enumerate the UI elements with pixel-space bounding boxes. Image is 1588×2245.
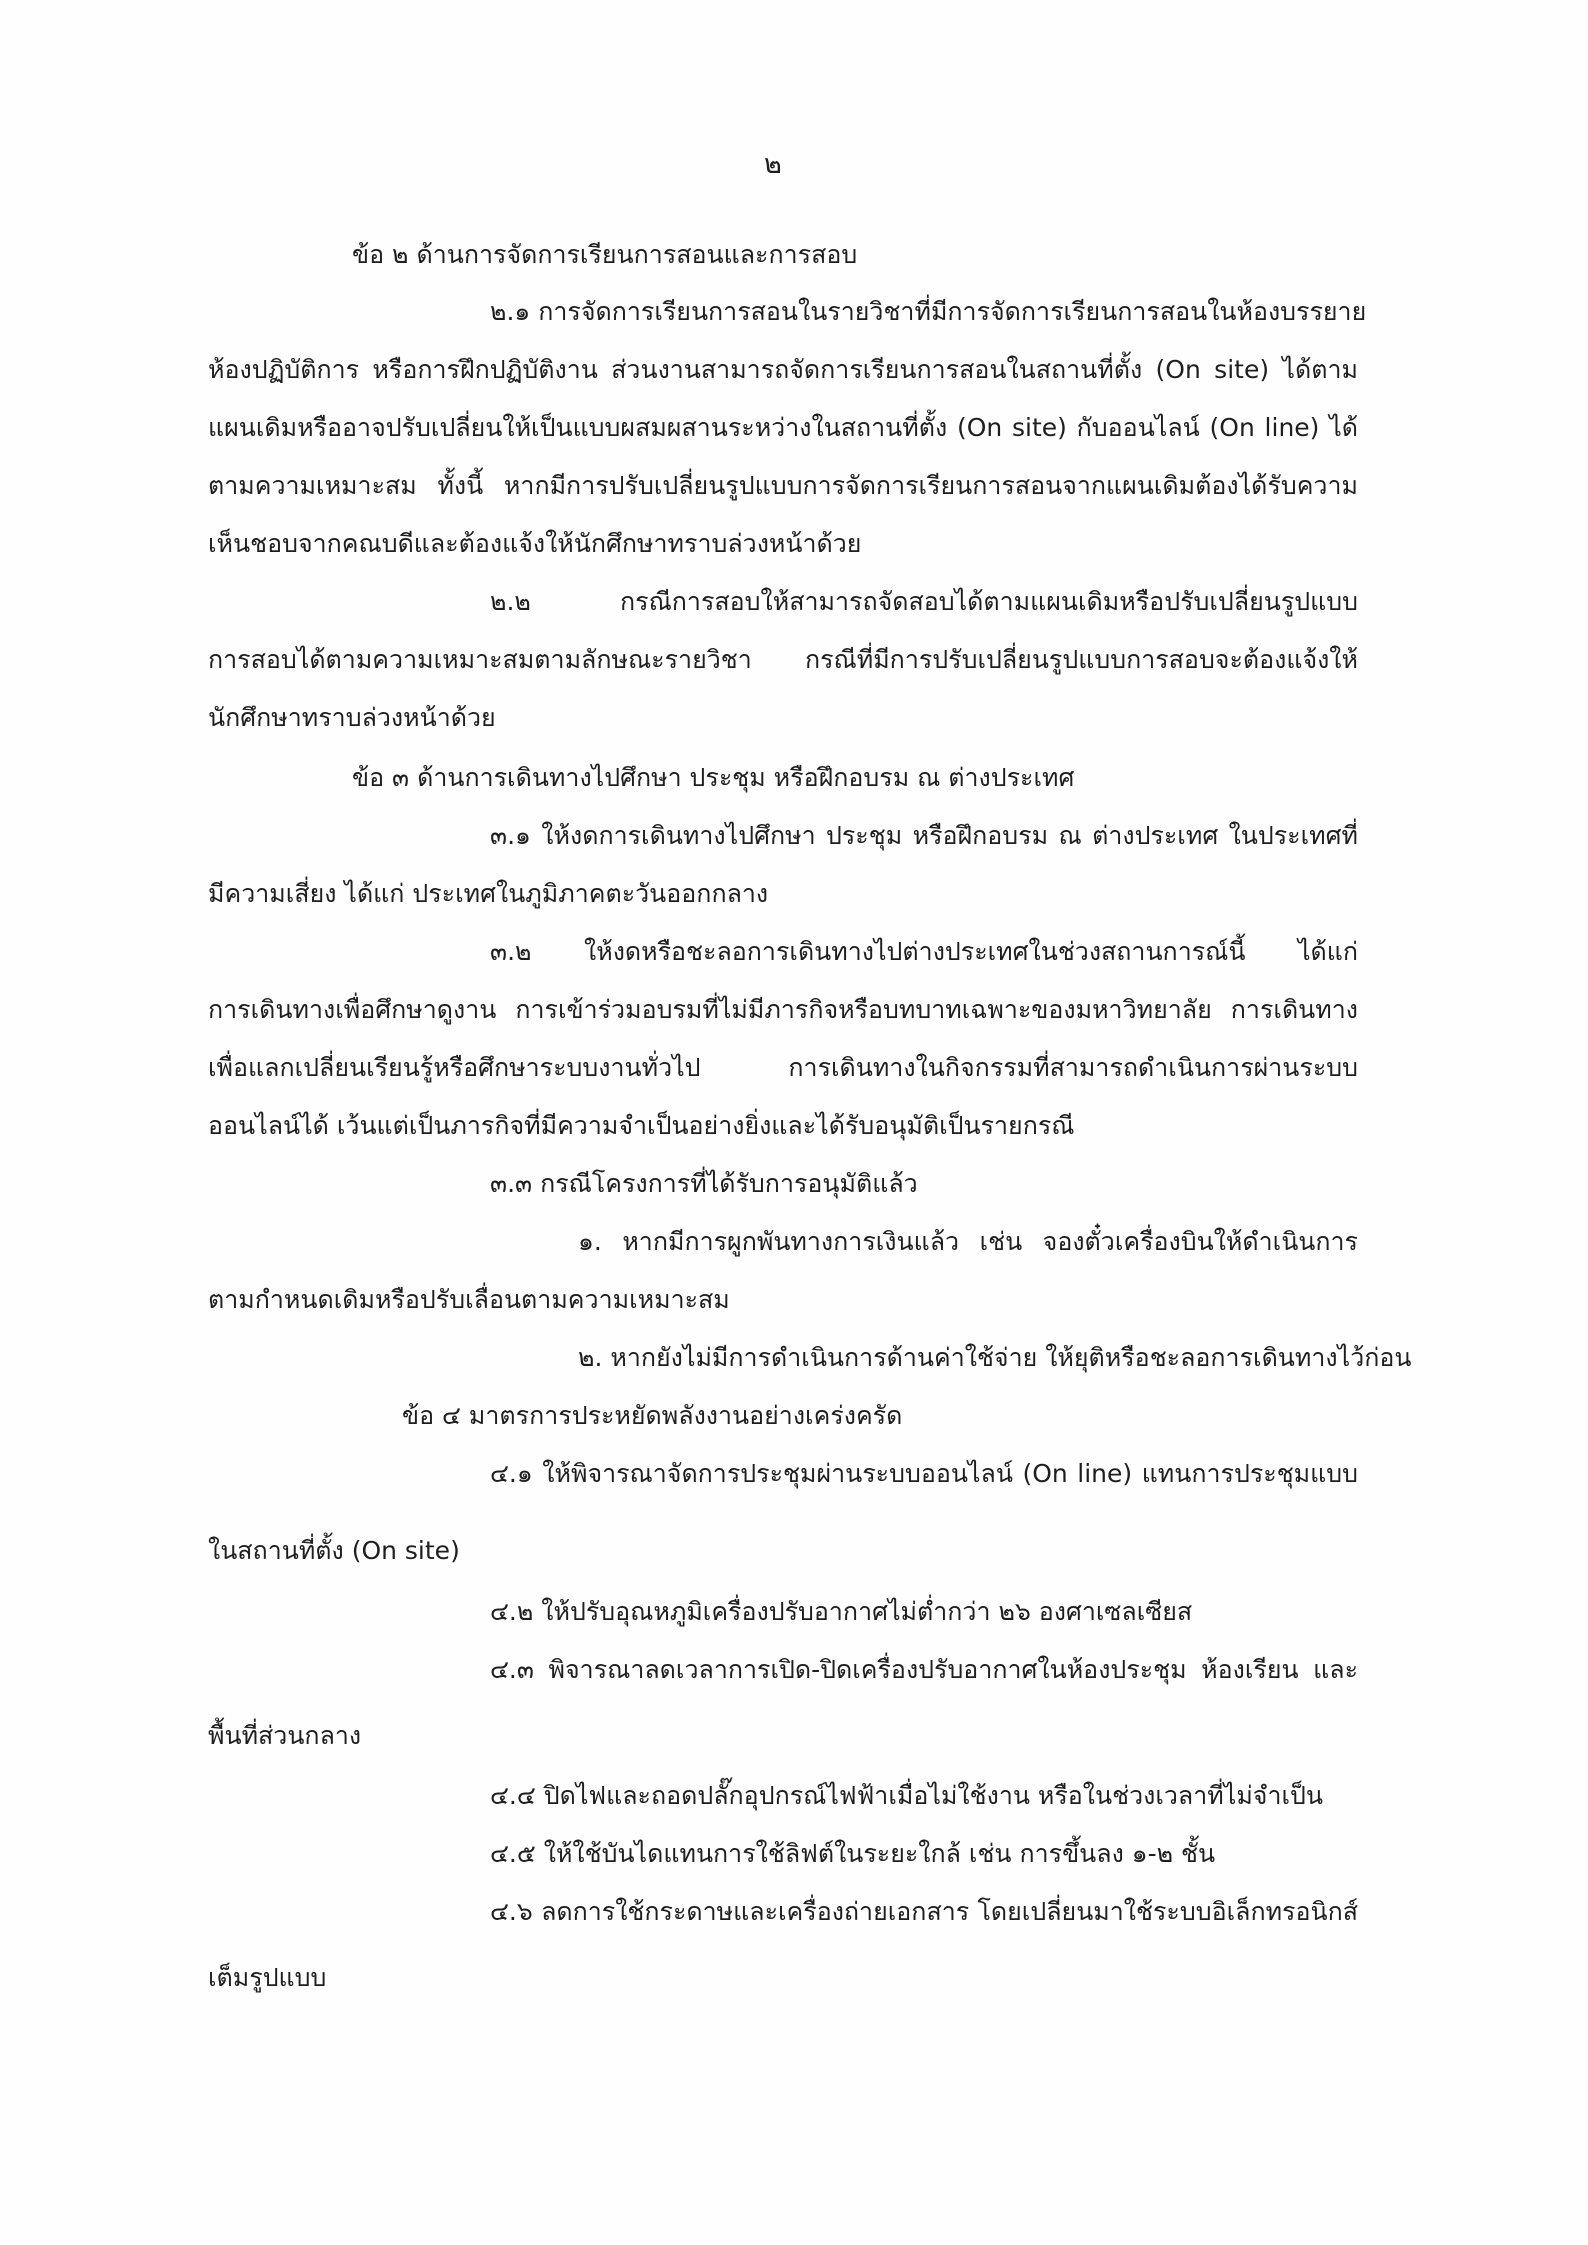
paragraph-4-1-line-1: ๔.๑ ให้พิจารณาจัดการประชุมผ่านระบบออนไลน์ (On line) แทนการประชุมแบบ — [490, 1459, 1358, 1488]
paragraph-3-1-line-1: ๓.๑ ให้งดการเดินทางไปศึกษา ประชุม หรือฝึกอบรม ณ ต่างประเทศ ในประเทศที่ — [490, 821, 1358, 850]
paragraph-4-4: ๔.๔ ปิดไฟและถอดปลั๊กอุปกรณ์ไฟฟ้าเมื่อไม่ใช้งาน หรือในช่วงเวลาที่ไม่จำเป็น — [490, 1781, 1323, 1810]
paragraph-3-2-line-2: การเดินทางเพื่อศึกษาดูงาน การเข้าร่วมอบรมที่ไม่มีภารกิจหรือบทบาทเฉพาะของมหาวิทยาลัย การเดินทาง — [208, 995, 1358, 1024]
paragraph-3-2-line-1: ๓.๒ ให้งดหรือชะลอการเดินทางไปต่างประเทศในช่วงสถานการณ์นี้ ได้แก่ — [490, 937, 1358, 966]
paragraph-2-1-line-5: เห็นชอบจากคณบดีและต้องแจ้งให้นักศึกษาทราบล่วงหน้าด้วย — [208, 529, 862, 558]
paragraph-3-1-line-2: มีความเสี่ยง ได้แก่ ประเทศในภูมิภาคตะวันออกกลาง — [208, 879, 769, 908]
paragraph-4-3-line-2: พื้นที่ส่วนกลาง — [208, 1721, 362, 1750]
section-heading-4: ข้อ ๔ มาตรการประหยัดพลังงานอย่างเคร่งครัด — [402, 1401, 903, 1430]
paragraph-2-1-line-1: ๒.๑ การจัดการเรียนการสอนในรายวิชาที่มีการจัดการเรียนการสอนในห้องบรรยาย — [490, 297, 1367, 326]
paragraph-2-1-line-3: แผนเดิมหรืออาจปรับเปลี่ยนให้เป็นแบบผสมผสานระหว่างในสถานที่ตั้ง (On site) กับออนไลน์ (On line) ได้ — [208, 413, 1358, 442]
paragraph-2-1-line-4: ตามความเหมาะสม ทั้งนี้ หากมีการปรับเปลี่ยนรูปแบบการจัดการเรียนการสอนจากแผนเดิมต้องได้รับความ — [208, 471, 1358, 500]
paragraph-4-5: ๔.๕ ให้ใช้บันไดแทนการใช้ลิฟต์ในระยะใกล้ เช่น การขึ้นลง ๑-๒ ชั้น — [490, 1839, 1216, 1868]
item-3-3-2: ๒. หากยังไม่มีการดำเนินการด้านค่าใช้จ่าย ให้ยุติหรือชะลอการเดินทางไว้ก่อน — [578, 1343, 1412, 1372]
paragraph-3-2-line-3: เพื่อแลกเปลี่ยนเรียนรู้หรือศึกษาระบบงานทั่วไป การเดินทางในกิจกรรมที่สามารถดำเนินการผ่านระบบ — [208, 1053, 1358, 1082]
paragraph-2-2-line-1: ๒.๒ กรณีการสอบให้สามารถจัดสอบได้ตามแผนเดิมหรือปรับเปลี่ยนรูปแบบ — [490, 587, 1358, 616]
section-heading-3: ข้อ ๓ ด้านการเดินทางไปศึกษา ประชุม หรือฝึกอบรม ณ ต่างประเทศ — [352, 763, 1075, 792]
paragraph-4-6-line-2: เต็มรูปแบบ — [208, 1963, 327, 1992]
paragraph-4-6-line-1: ๔.๖ ลดการใช้กระดาษและเครื่องถ่ายเอกสาร โดยเปลี่ยนมาใช้ระบบอิเล็กทรอนิกส์ — [490, 1897, 1358, 1926]
paragraph-2-2-line-3: นักศึกษาทราบล่วงหน้าด้วย — [208, 703, 496, 732]
item-3-3-1-line-1: ๑. หากมีการผูกพันทางการเงินแล้ว เช่น จองตั๋วเครื่องบินให้ดำเนินการ — [578, 1227, 1358, 1256]
paragraph-4-3-line-1: ๔.๓ พิจารณาลดเวลาการเปิด-ปิดเครื่องปรับอากาศในห้องประชุม ห้องเรียน และ — [490, 1655, 1358, 1684]
section-heading-2: ข้อ ๒ ด้านการจัดการเรียนการสอนและการสอบ — [352, 240, 858, 269]
paragraph-3-3-heading: ๓.๓ กรณีโครงการที่ได้รับการอนุมัติแล้ว — [490, 1169, 918, 1198]
paragraph-2-2-line-2: การสอบได้ตามความเหมาะสมตามลักษณะรายวิชา กรณีที่มีการปรับเปลี่ยนรูปแบบการสอบจะต้องแจ้งให้ — [208, 645, 1358, 674]
paragraph-2-1-line-2: ห้องปฏิบัติการ หรือการฝึกปฏิบัติงาน ส่วนงานสามารถจัดการเรียนการสอนในสถานที่ตั้ง (On site) ได้ตาม — [208, 355, 1358, 384]
paragraph-3-2-line-4: ออนไลน์ได้ เว้นแต่เป็นภารกิจที่มีความจำเป็นอย่างยิ่งและได้รับอนุมัติเป็นรายกรณี — [208, 1111, 1075, 1140]
page-number: ๒ — [764, 149, 782, 180]
paragraph-4-1-line-2: ในสถานที่ตั้ง (On site) — [208, 1536, 460, 1565]
item-3-3-1-line-2: ตามกำหนดเดิมหรือปรับเลื่อนตามความเหมาะสม — [208, 1285, 730, 1314]
paragraph-4-2: ๔.๒ ให้ปรับอุณหภูมิเครื่องปรับอากาศไม่ต่ำกว่า ๒๖ องศาเซลเซียส — [490, 1597, 1193, 1626]
